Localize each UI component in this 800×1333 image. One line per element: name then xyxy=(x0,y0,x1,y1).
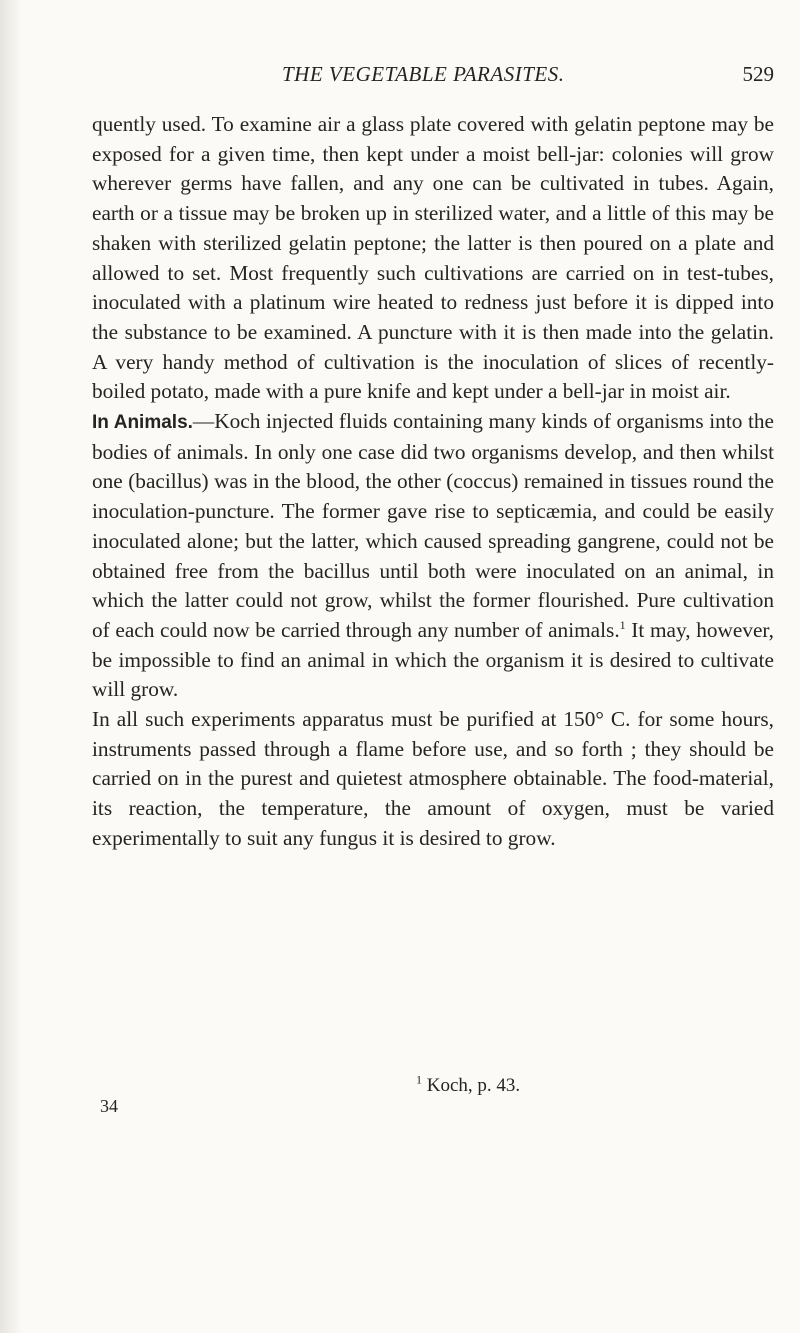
signature-mark: 34 xyxy=(100,1096,118,1116)
body-text xyxy=(92,110,774,854)
page-header xyxy=(92,62,774,92)
running-title: THE VEGETABLE PARASITES. xyxy=(282,62,565,86)
paragraph-in-animals-text: —Koch injected fluids containing many kinds of organisms into the bodies of animals. In only one case did two organisms develop, and then whilst one (bacillus) was in the blood, the other (coccus) remained in tissues round the inoculation-puncture. The former gave rise to septicæmia, and could be easily inoculated alone; but the latter, which caused spreading gangrene, could not be obtained free from the bacillus until both were inoculated on an animal, in which the latter could not grow, whilst the former flourished. Pure cultivation of each could now be carried through any number of animals. xyxy=(92,409,774,642)
paragraph-cultivation-methods: quently used. To examine air a glass plate covered with gelatin peptone may be exposed for a given time, then kept under a moist bell-jar: colonies will grow wherever germs have fallen, and any one can be cultivated in tubes. Again, earth or a tissue may be broken up in sterilized water, and a little of this may be shaken with sterilized gelatin peptone; the latter is then poured on a plate and allowed to set. Most frequently such cultivations are carried on in test-tubes, inoculated with a platinum wire heated to redness just before it is dipped into the substance to be examined. A puncture with it is then made into the gelatin. A very handy method of cultivation is the inoculation of slices of recently-boiled potato, made with a pure knife and kept under a bell-jar in moist air. xyxy=(92,112,774,404)
footnote-reference: 1 xyxy=(619,617,626,632)
footnote-marker: 1 xyxy=(416,1072,422,1087)
page-edge-shadow xyxy=(0,0,22,1333)
paragraph-in-animals-text-continued: It may, however, be impossible to find an animal in which the organism it is desired to cultivate will grow. xyxy=(92,617,774,702)
footnote-text: Koch, p. 43. xyxy=(422,1075,521,1096)
section-heading-in-animals: In Animals. xyxy=(92,412,193,434)
paragraph-apparatus: In all such experiments apparatus must be purified at 150° C. for some hours, instruments passed through a flame before use, and so forth ; they should be carried on in the purest and quietest atmosphere obtainable. The food-material, its reaction, the temperature, the amount of oxygen, must be varied experimentally to suit any fungus it is desired to grow. xyxy=(92,707,774,850)
page-number: 529 xyxy=(742,62,774,86)
paragraph-in-animals xyxy=(92,407,774,705)
footnote xyxy=(416,1072,521,1097)
